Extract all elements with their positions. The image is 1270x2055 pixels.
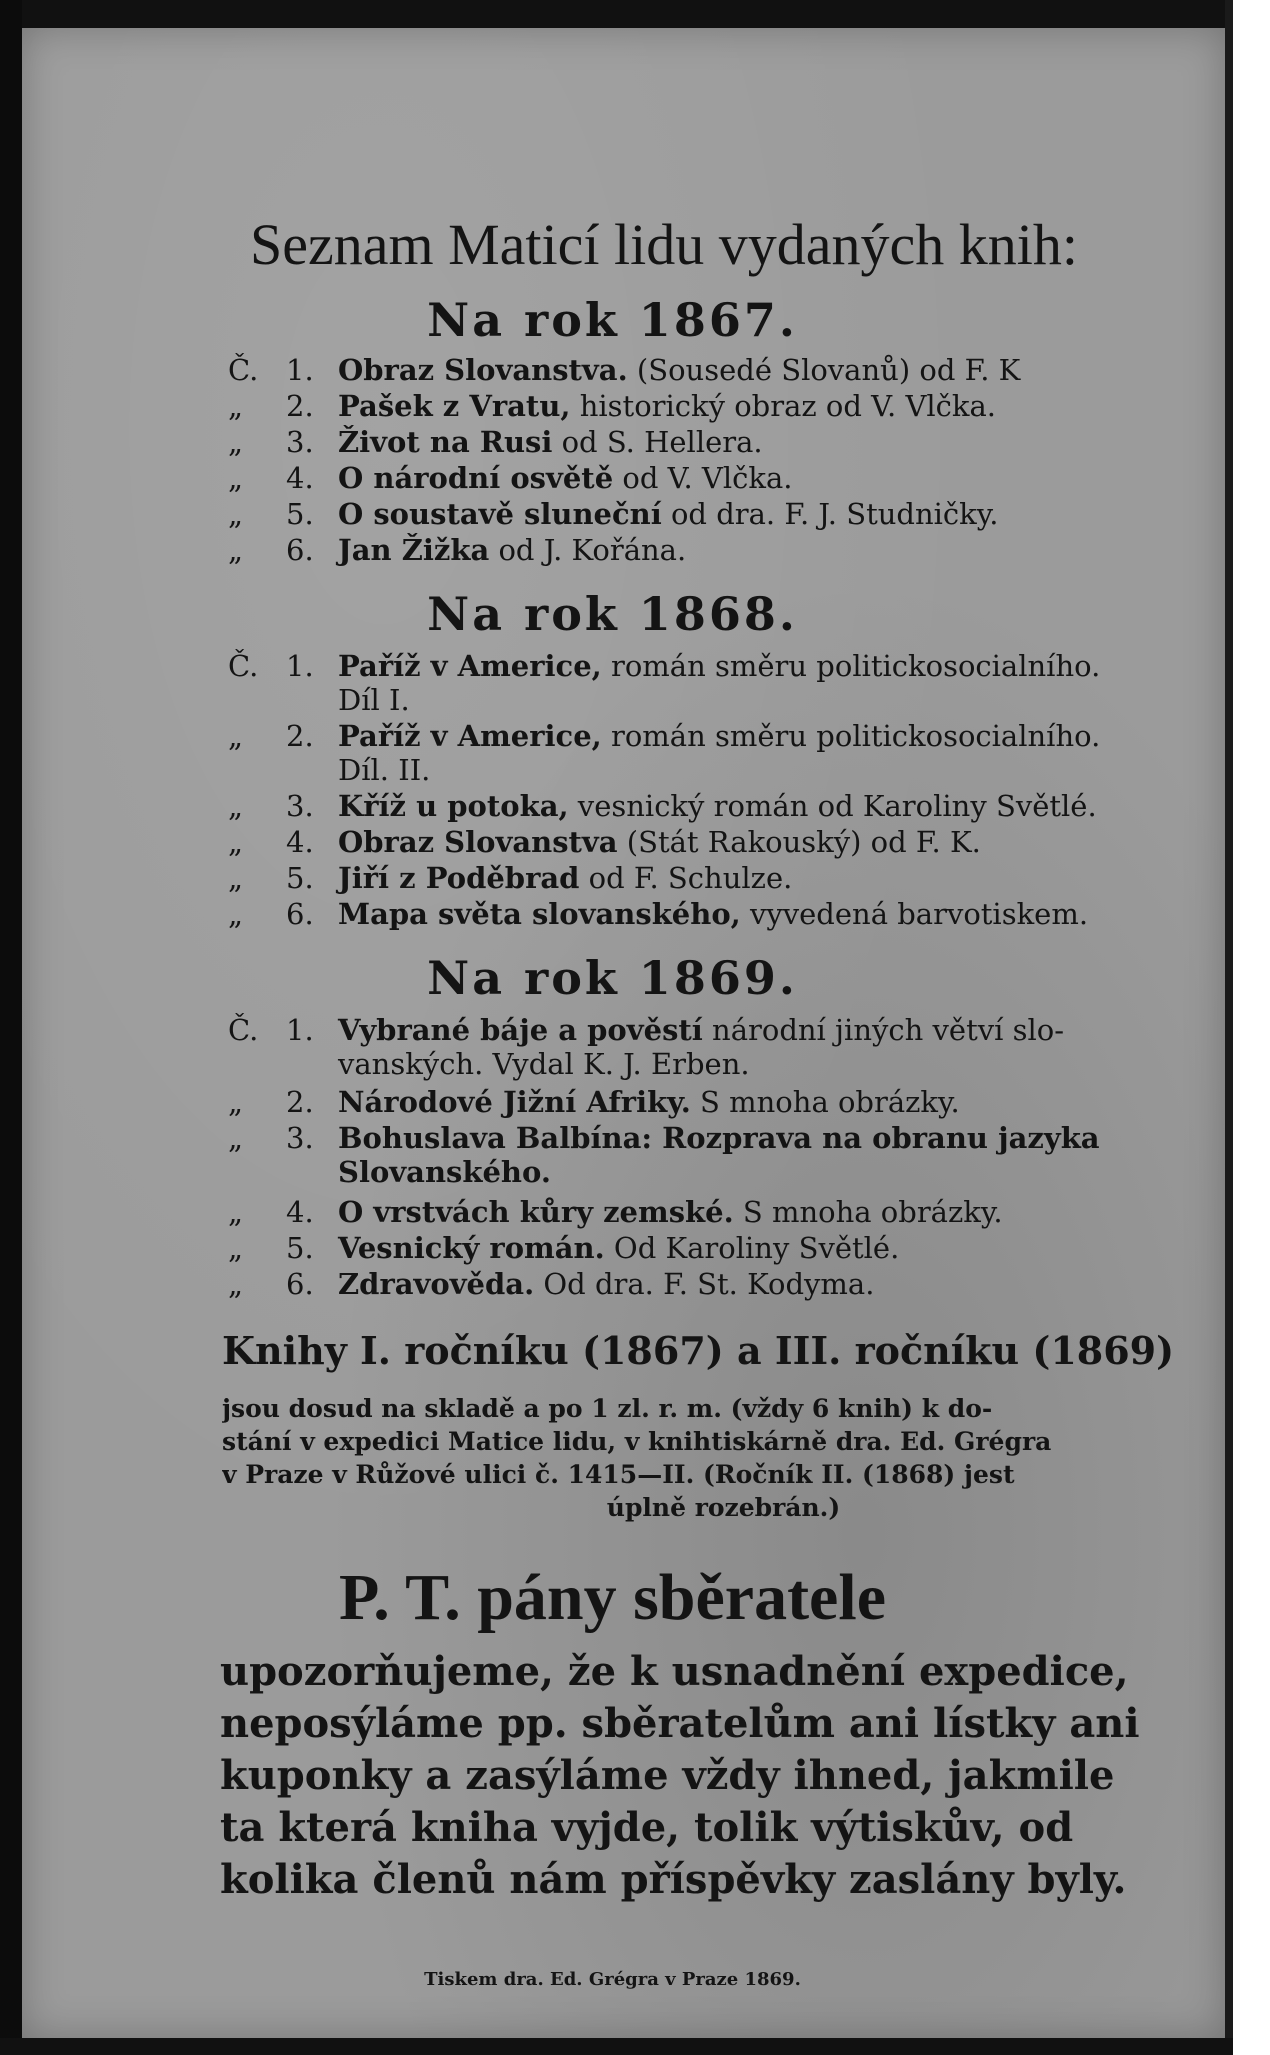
list-item: „ 4. O národní osvětě od V. Vlčka. <box>228 461 793 495</box>
list-item: „ 5. O soustavě sluneční od dra. F. J. Studničky. <box>228 497 999 531</box>
list-item-continuation: Díl. II. <box>338 753 431 787</box>
year-heading-1868: Na rok 1868. <box>427 587 798 641</box>
notice-line: upozorňujeme, že k usnadnění expedice, <box>220 1648 1129 1695</box>
availability-text <box>222 1392 1225 1532</box>
list-item: „ 6. Jan Žižka od J. Kořána. <box>228 533 687 567</box>
availability-line: stání v expedici Matice lidu, v knihtiskárně dra. Ed. Grégra <box>222 1427 1052 1456</box>
notice-line: kolika členů nám příspěvky zaslány byly. <box>220 1856 1127 1903</box>
list-item: „ 5. Vesnický román. Od Karoliny Světlé. <box>228 1231 900 1265</box>
list-item: „ 6. Zdravověda. Od dra. F. St. Kodyma. <box>228 1267 875 1301</box>
list-item: „ 5. Jiří z Poděbrad od F. Schulze. <box>228 861 793 895</box>
collectors-heading: P. T. pány sběratele <box>339 1561 886 1634</box>
printer-imprint: Tiskem dra. Ed. Grégra v Praze 1869. <box>424 1969 801 1990</box>
list-item: „ 4. Obraz Slovanstva (Stát Rakouský) od F. K. <box>228 825 981 859</box>
list-item: Č. 1. Vybrané báje a pověstí národní jiných větví slo- <box>228 1013 1065 1047</box>
collectors-notice <box>220 1646 1225 1906</box>
availability-heading: Knihy I. ročníku (1867) a III. ročníku (1869) <box>222 1328 1175 1373</box>
availability-line: úplně rozebrán.) <box>606 1493 841 1522</box>
list-item: „ 2. Paříž v Americe, román směru politickosocialního. <box>228 719 1101 753</box>
list-item-continuation: Díl I. <box>338 683 410 717</box>
list-item: „ 2. Pašek z Vratu, historický obraz od V. Vlčka. <box>228 389 996 423</box>
list-item: „ 6. Mapa světa slovanského, vyvedená barvotiskem. <box>228 897 1089 931</box>
list-item: „ 3. Život na Rusi od S. Hellera. <box>228 425 763 459</box>
scan-border-top <box>0 0 1225 28</box>
notice-line: kuponky a zasýláme vždy ihned, jakmile <box>220 1752 1115 1799</box>
year-heading-1867: Na rok 1867. <box>427 293 798 347</box>
availability-line: v Praze v Růžové ulici č. 1415—II. (Ročník II. (1868) jest <box>222 1460 1015 1489</box>
notice-line: ta která kniha vyjde, tolik výtiskův, od <box>220 1804 1074 1851</box>
year-heading-1869: Na rok 1869. <box>427 951 798 1005</box>
list-item: „ 3. Bohuslava Balbína: Rozprava na obranu jazyka <box>228 1121 1100 1155</box>
notice-line: neposýláme pp. sběratelům ani lístky ani <box>220 1700 1140 1747</box>
list-item-continuation: vanských. Vydal K. J. Erben. <box>338 1047 750 1081</box>
page-title: Seznam Maticí lidu vydaných knih: <box>250 212 1078 277</box>
list-item: „ 2. Národové Jižní Afriky. S mnoha obrázky. <box>228 1085 960 1119</box>
list-item: „ 3. Kříž u potoka, vesnický román od Karoliny Světlé. <box>228 789 1097 823</box>
list-item: Č. 1. Obraz Slovanstva. (Sousedé Slovanů) od F. K <box>228 353 1021 387</box>
list-item: „ 4. O vrstvách kůry zemské. S mnoha obrázky. <box>228 1195 1003 1229</box>
list-item-continuation: Slovanského. <box>338 1155 551 1189</box>
scan-border-bottom <box>0 2038 1233 2055</box>
availability-line: jsou dosud na skladě a po 1 zl. r. m. (vždy 6 knih) k do- <box>222 1394 993 1423</box>
list-item: Č. 1. Paříž v Americe, román směru politickosocialního. <box>228 649 1101 683</box>
